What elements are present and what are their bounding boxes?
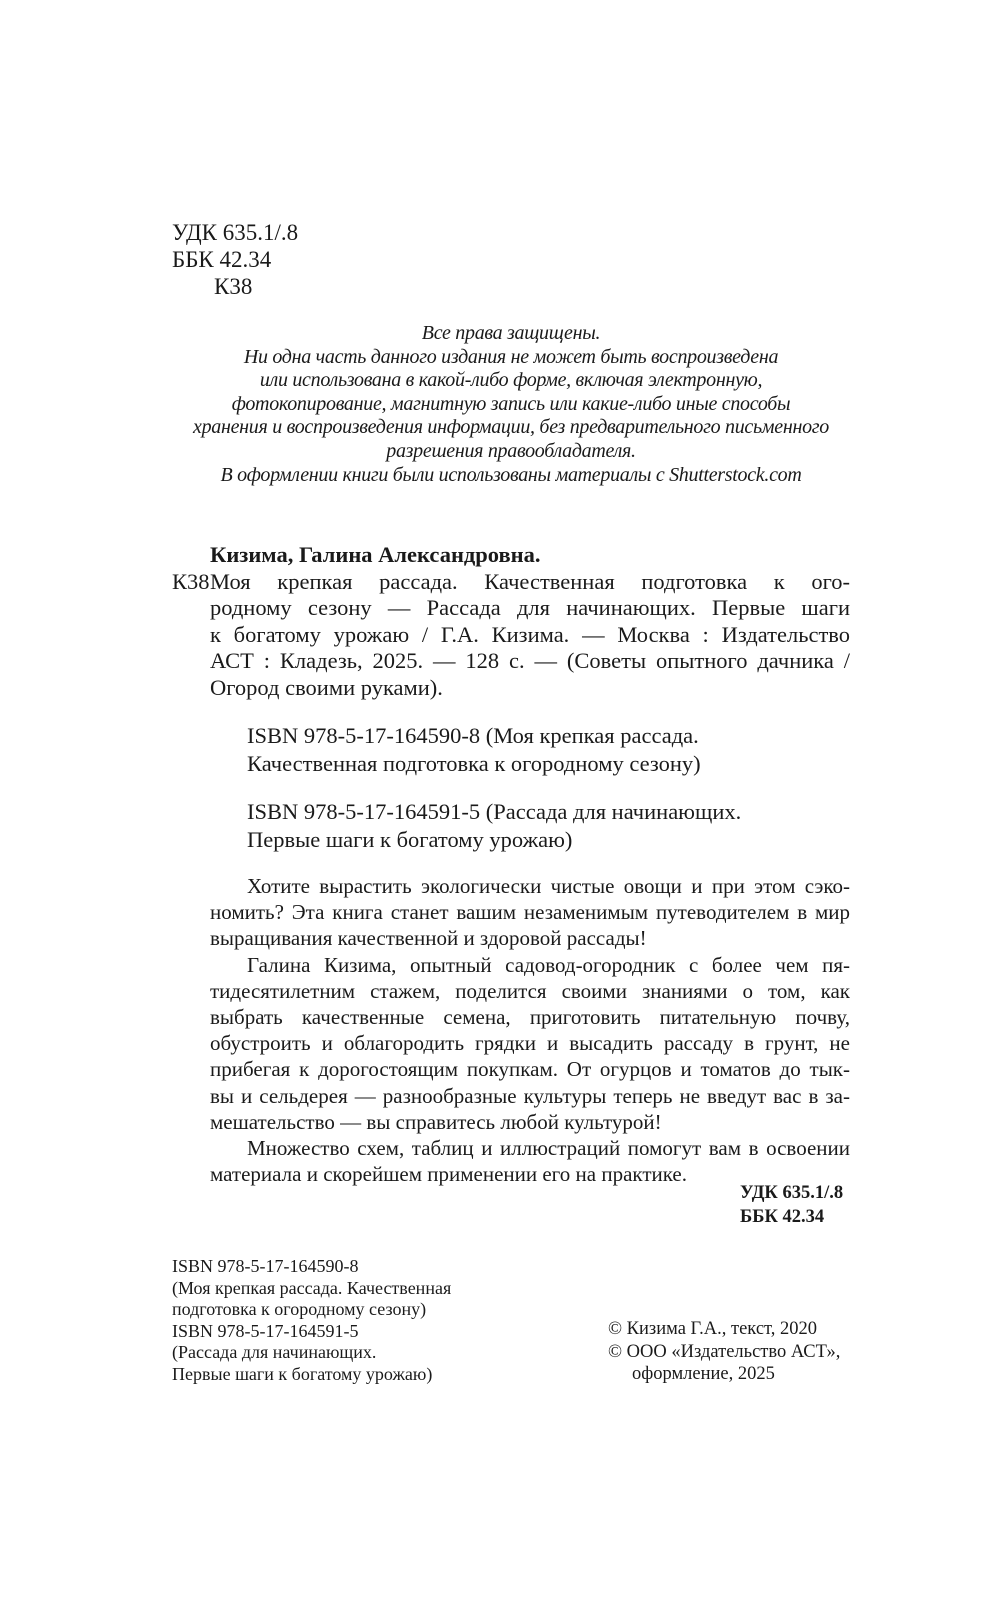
isbn-entry [247,798,741,854]
rights-line: Все права защищены. [421,322,601,344]
rights-line: В оформлении книги были использованы материалы с Shutterstock.com [220,463,802,486]
isbn-line: ISBN 978-5-17-164591-5 (Рассада для начинающих. [247,799,742,824]
rights-line: или использована в какой-либо форме, включая электронную, [259,369,763,392]
annotation [210,873,850,1187]
isbn-line: подготовка к огородному сезону) [172,1299,427,1320]
copyright-line: оформление, 2025 [632,1364,775,1384]
annotation-line: Галина Кизима, опытный садовод-огородник с более чем пя- [247,952,850,977]
biblio-line: к богатому урожаю / Г.А. Кизима. — Москва : Издательство [210,621,850,647]
rights-notice [172,322,850,487]
footer-codes [740,1181,843,1229]
isbn-line: ISBN 978-5-17-164590-8 (Моя крепкая рассада. [247,723,699,748]
author-mark: К38 [172,568,210,594]
bbk-code: ББК 42.34 [740,1207,825,1227]
isbn-line: Первые шаги к богатому урожаю) [172,1363,433,1384]
annotation-line: материала и скорейшем применении его на практике. [210,1162,687,1187]
annotation-line: тидесятилетним стажем, поделится своими знаниями о том, как [210,978,850,1003]
isbn-entry [247,722,701,778]
author-name: Кизима, Галина Александровна. [210,542,541,567]
classification-codes [172,219,298,300]
copyright-line: © ООО «Издательство АСТ», [608,1341,841,1362]
biblio-line: Моя крепкая рассада. Качественная подготовка к ого- [210,568,850,594]
author-mark: К38 [214,274,253,299]
udk-code: УДК 635.1/.8 [740,1183,844,1203]
rights-line: хранения и воспроизведения информации, без предварительного письменного [193,416,829,439]
annotation-line: мешательство — вы справитесь любой культурой! [210,1109,662,1134]
isbn-list [172,1256,451,1386]
isbn-line: (Моя крепкая рассада. Качественная [172,1277,452,1298]
annotation-line: Хотите вырастить экологически чистые овощи и при этом сэко- [247,874,850,898]
isbn-line: Качественная подготовка к огородному сезону) [247,751,701,776]
annotation-line: выращивания качественной и здоровой рассады! [210,926,647,951]
bibliographic-record [172,542,850,701]
annotation-line: номить? Эта книга станет вашим незаменимым путеводителем в мир [210,900,850,925]
rights-line: фотокопирование, магнитную запись или какие-либо иные способы [231,392,791,415]
annotation-line: обустроить и облагородить грядки и высадить рассаду в грунт, не [210,1031,850,1056]
biblio-line: родному сезону — Рассада для начинающих. Первые шаги [210,595,850,620]
annotation-line: вы и сельдерея — разнообразные культуры теперь не введут вас в за- [210,1083,850,1108]
isbn-line: ISBN 978-5-17-164590-8 [172,1256,359,1276]
isbn-line: (Рассада для начинающих. [172,1342,377,1363]
copyright-line: © Кизима Г.А., текст, 2020 [608,1319,817,1339]
rights-line: разрешения правообладателя. [386,439,636,462]
biblio-line: АСТ : Кладезь, 2025. — 128 с. — (Советы опытного дачника / [210,648,850,673]
copyright-notice [608,1318,840,1386]
bbk-code: ББК 42.34 [172,247,272,272]
annotation-line: выбрать качественные семена, приготовить питательную почву, [210,1005,850,1030]
biblio-line: Огород своими руками). [210,674,443,700]
isbn-line: Первые шаги к богатому урожаю) [247,827,573,852]
rights-line: Ни одна часть данного издания не может быть воспроизведена [243,345,779,368]
isbn-line: ISBN 978-5-17-164591-5 [172,1320,359,1341]
udk-code: УДК 635.1/.8 [172,220,299,245]
annotation-line: прибегая к дорогостоящим покупкам. От огурцов и томатов до тык- [210,1057,850,1082]
annotation-line: Множество схем, таблиц и иллюстраций помогут вам в освоении [247,1136,850,1161]
